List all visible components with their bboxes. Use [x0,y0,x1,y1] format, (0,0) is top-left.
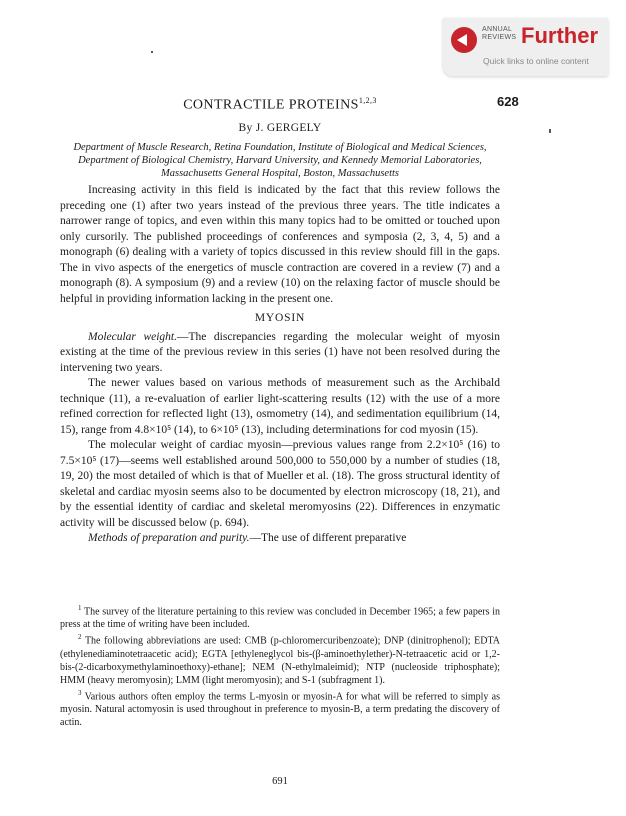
paragraph-text: —The use of different preparative [249,532,407,544]
run-in-heading: Methods of preparation and purity. [88,532,250,544]
run-in-heading: Molecular weight. [88,330,177,343]
footnote-mark: 3 [78,688,82,697]
footnotes [60,602,500,729]
scan-speck [549,129,551,133]
paragraph-text: —The discrepancies regarding the molecular weight of myosin existing at the time of the previous review in this series (1) have not been resolved during the intervening two years. [60,330,500,374]
footnote-3 [60,687,500,729]
footnote-mark: 1 [78,604,82,612]
further-banner[interactable] [443,18,608,76]
footnote-1 [60,602,500,631]
brand-line-2: REVIEWS [482,34,517,41]
newer-values-paragraph: The newer values based on various methods of measurement such as the Archibald technique (11), a re-evaluation of earlier light-scattering results (12) with the use of a more refined correction for reflected light (13), osmometry (14), and sedimentation equilibrium (14, 15), range from 4.8×10⁵ (14), to 6×10⁵ (13), including determinations for cod myosin (15). [60,377,500,436]
affiliation: Department of Muscle Research, Retina Foundation, Institute of Biological and Medical Sciences, Department of Biological Chemistry, Harvard University, and Kennedy Memorial Laboratories, Massachusetts General Hospital, Boston, Massachusetts [73,142,487,179]
molecular-weight-paragraph [60,330,500,377]
footnote-text: The survey of the literature pertaining to this review was concluded in December 1965; a few papers in press at the time of writing have been included. [60,606,500,631]
cardiac-myosin-paragraph: The molecular weight of cardiac myosin—previous values range from 2.2×10⁵ (16) to 7.5×10⁵ (17)—seems well established around 500,000 to 550,000 by a number of studies (18, 19, 20) the most detailed of which is that of Mueller et al. (18). The gross structural identity of skeletal and cardiac myosin seems also to be documented by electron microscopy (18, 21), and by the essential identity of cardiac and skeletal meromyosins (22). Differences in enzymatic activity will be discussed below (p. 694). [60,439,500,529]
footnote-text: Various authors often employ the terms L-myosin or myosin-A for what will be referred to simply as myosin. Natural actomyosin is used throughout in preference to myosin-B, a term predating the discovery of actin. [60,690,500,728]
methods-paragraph [60,531,500,547]
page-folio: 691 [272,776,288,787]
intro-paragraph: Increasing activity in this field is indicated by the fact that this review follows the preceding one (1) after two years instead of the previous three years. The title indicates a narrower range of topics, and even within this many topics had to be omitted or touched upon only cursorily. The published proceedings of conferences and symposia (2, 3, 4, 5) and a monograph (6) dealing with a variety of topics discussed in this review should fill in the gaps. The in vivo aspects of the energetics of muscle contraction are covered in a review (7) and a monograph (8). A symposium (9) and a review (10) on the relaxing factor of muscle should be helpful in providing information lacking in the present one. [60,184,500,305]
author-line: By J. GERGELY [238,122,322,134]
title-footnote-marks: 1,2,3 [358,96,377,105]
article-title [60,96,500,114]
page-number-top: 628 [497,94,519,109]
footnote-text: The following abbreviations are used: CMB (p-chloromercuribenzoate); DNP (dinitrophenol); EDTA (ethylenediaminotetraacetic acid); EGTA [ethyleneglycol bis-(β-aminoethylether)-N-tetraacetic acid or 1,2-bis-(2-dicarboxymethylaminoethoxy)-ethane]; NEM (N-ethylmaleimid); NTP (nucleoside triphosphate); HMM (heavy meromyosin); LMM (light meromyosin); and S-1 (subfragment 1). [60,635,501,686]
annual-reviews-play-icon [451,27,477,53]
title-text: CONTRACTILE PROTEINS [183,97,359,113]
brand-line-1: ANNUAL [482,26,513,33]
footnote-mark: 2 [78,633,82,642]
footnote-2 [60,631,500,686]
annual-reviews-brand [482,26,516,42]
scan-speck [151,51,153,53]
further-tagline: Quick links to online content [483,56,589,66]
body-text [60,183,500,547]
section-heading: MYOSIN [254,312,306,324]
further-label[interactable]: Further [521,23,598,48]
